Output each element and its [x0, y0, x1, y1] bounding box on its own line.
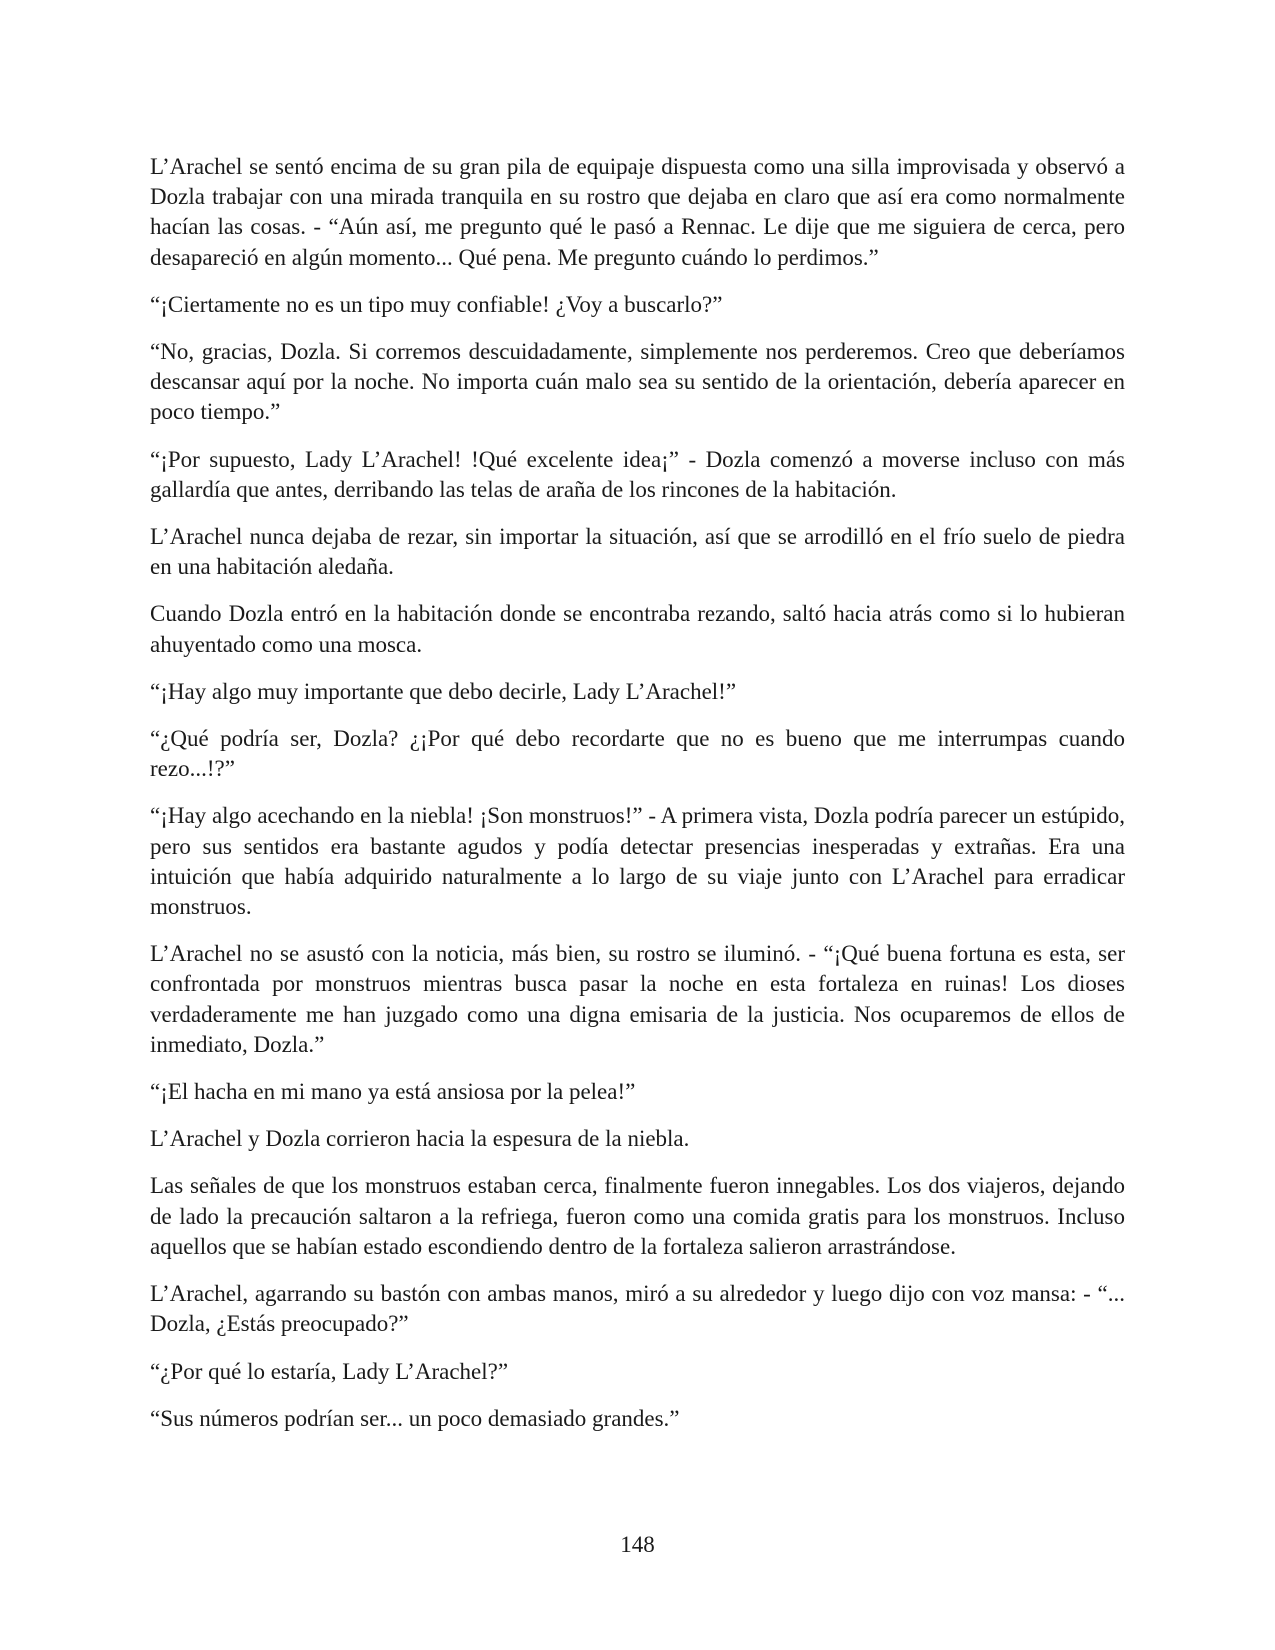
- paragraph-2: “¡Ciertamente no es un tipo muy confiable! ¿Voy a buscarlo?”: [150, 291, 723, 317]
- paragraph-12: L’Arachel y Dozla corrieron hacia la espesura de la niebla.: [150, 1126, 690, 1152]
- body-text: [150, 152, 1125, 1451]
- paragraph-9: “¡Hay algo acechando en la niebla! ¡Son monstruos!” - A primera vista, Dozla podría parecer un estúpido, pero sus sentidos era bastante agudos y podía detectar presencias inesperadas y extrañas. Era una intuición que había adquirido naturalmente a lo largo de su viaje junto con L’Arachel para erradicar monstruos.: [150, 803, 1125, 920]
- paragraph-6: Cuando Dozla entró en la habitación donde se encontraba rezando, saltó hacia atrás como si lo hubieran ahuyentado como una mosca.: [150, 601, 1125, 657]
- paragraph-1: L’Arachel se sentó encima de su gran pila de equipaje dispuesta como una silla improvisada y observó a Dozla trabajar con una mirada tranquila en su rostro que dejaba en claro que así era como normalmente hacían las cosas. - “Aún así, me pregunto qué le pasó a Rennac. Le dije que me siguiera de cerca, pero desapareció en algún momento... Qué pena. Me pregunto cuándo lo perdimos.”: [150, 154, 1125, 270]
- paragraph-10: L’Arachel no se asustó con la noticia, más bien, su rostro se iluminó. - “¡Qué buena fortuna es esta, ser confrontada por monstruos mientras busca pasar la noche en esta fortaleza en ruinas! Los dioses verdaderamente me han juzgado como una digna emisaria de la justicia. Nos ocuparemos de ellos de inmediato, Dozla.”: [150, 941, 1125, 1057]
- paragraph-16: “Sus números podrían ser... un poco demasiado grandes.”: [150, 1405, 680, 1431]
- paragraph-14: L’Arachel, agarrando su bastón con ambas manos, miró a su alrededor y luego dijo con voz mansa: - “... Dozla, ¿Estás preocupado?”: [150, 1281, 1125, 1337]
- paragraph-13: Las señales de que los monstruos estaban cerca, finalmente fueron innegables. Los dos viajeros, dejando de lado la precaución saltaron a la refriega, fueron como una comida gratis para los monstruos. Incluso aquellos que se habían estado escondiendo dentro de la fortaleza salieron arrastrándose.: [150, 1173, 1125, 1259]
- paragraph-11: “¡El hacha en mi mano ya está ansiosa por la pelea!”: [150, 1079, 636, 1105]
- paragraph-4: “¡Por supuesto, Lady L’Arachel! !Qué excelente idea¡” - Dozla comenzó a moverse incluso con más gallardía que antes, derribando las telas de araña de los rincones de la habitación.: [150, 446, 1125, 502]
- paragraph-15: “¿Por qué lo estaría, Lady L’Arachel?”: [150, 1358, 509, 1384]
- paragraph-3: “No, gracias, Dozla. Si corremos descuidadamente, simplemente nos perderemos. Creo que deberíamos descansar aquí por la noche. No importa cuán malo sea su sentido de la orientación, debería aparecer en poco tiempo.”: [150, 339, 1125, 425]
- page-number: 148: [620, 1532, 655, 1557]
- paragraph-8: “¿Qué podría ser, Dozla? ¿¡Por qué debo recordarte que no es bueno que me interrumpas cuando rezo...!?”: [150, 726, 1125, 782]
- paragraph-7: “¡Hay algo muy importante que debo decirle, Lady L’Arachel!”: [150, 678, 737, 704]
- paragraph-5: L’Arachel nunca dejaba de rezar, sin importar la situación, así que se arrodilló en el frío suelo de piedra en una habitación aledaña.: [150, 524, 1125, 580]
